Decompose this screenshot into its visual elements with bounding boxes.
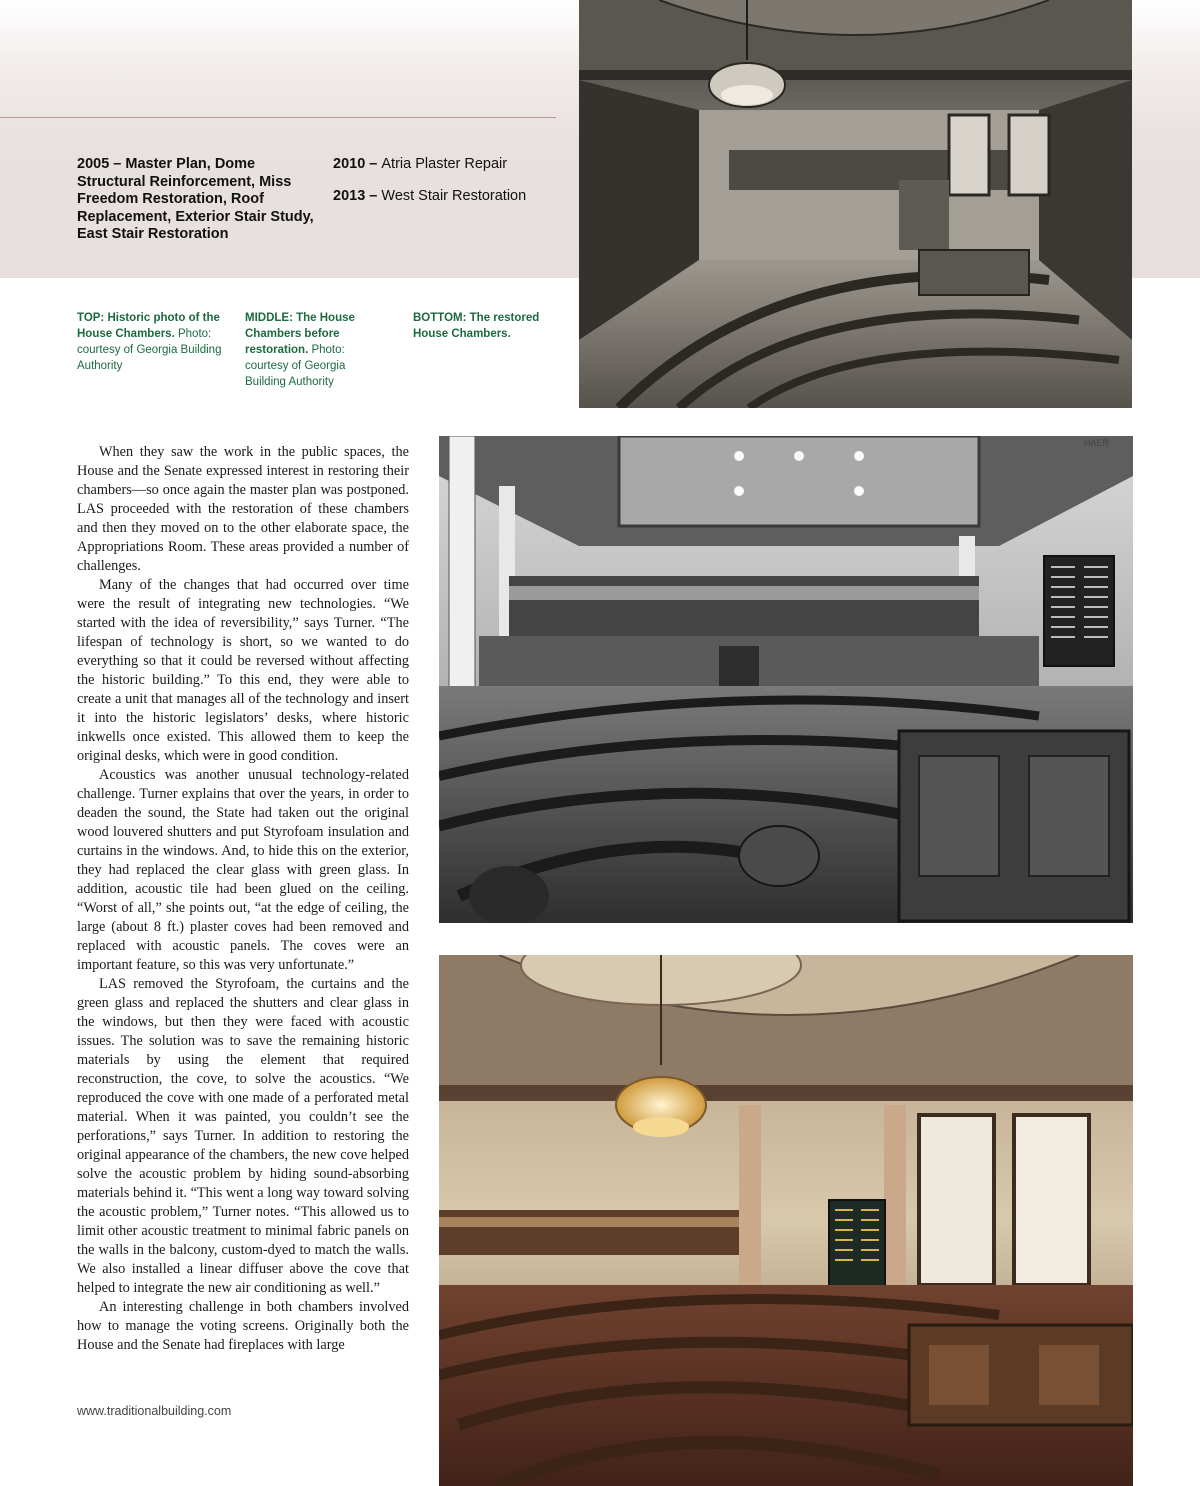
timeline-year: 2005 xyxy=(77,156,110,172)
header-rule xyxy=(0,117,556,118)
timeline-entry xyxy=(333,156,563,174)
timeline-entry xyxy=(333,188,563,206)
timeline-year: 2010 xyxy=(333,156,366,172)
caption-bottom xyxy=(413,310,558,342)
photo-chamber-before-restoration xyxy=(439,436,1133,923)
photo-watermark: HAER xyxy=(1084,438,1110,448)
caption-middle-credit: Photo: courtesy of Georgia Building Authority xyxy=(245,344,346,388)
timeline-entry xyxy=(77,156,322,244)
caption-middle xyxy=(245,310,385,390)
timeline-separator: – xyxy=(365,156,382,172)
timeline-separator: – xyxy=(365,187,382,204)
timeline-text: Master Plan, Dome Structural Reinforcement, Miss Freedom Restoration, Roof Replacement, Exterior Stair Study, East Stair Restoration xyxy=(77,156,314,242)
timeline-text: West Stair Restoration xyxy=(381,187,527,204)
article-paragraph: When they saw the work in the public spaces, the House and the Senate expressed interest in restoring their chambers—so once again the master plan was postponed. LAS proceeded with the restoration of these chambers and then they moved on to the other elaborate space, the Appropriations Room. These areas provided a number of challenges. xyxy=(77,444,409,574)
photo-historic-chamber xyxy=(579,0,1132,408)
timeline-year: 2013 xyxy=(333,187,366,204)
photo-chamber-restored xyxy=(439,955,1133,1486)
timeline-text: Atria Plaster Repair xyxy=(381,156,508,172)
caption-top xyxy=(77,310,225,374)
timeline-column-right xyxy=(333,156,563,219)
article-paragraph: An interesting challenge in both chambers involved how to manage the voting screens. Originally both the House and the Senate had fireplaces with large xyxy=(77,1299,409,1353)
timeline-column-left xyxy=(77,156,322,258)
caption-bottom-title: BOTTOM: The restored House Chambers. xyxy=(413,312,540,340)
article-paragraph: Acoustics was another unusual technology-related challenge. Turner explains that over the years, in order to deaden the sound, the State had taken out the original wood louvered shutters and put Styrofoam insulation and curtains in the windows. And, to hide this on the exterior, they had replaced the clear glass with green glass. In addition, acoustic tile had been glued on the ceiling. “Worst of all,” she points out, “at the edge of ceiling, the large (about 8 ft.) plaster coves had been removed and replaced with acoustic panels. The coves were an important feature, so this was very unfortunate.” xyxy=(77,767,409,973)
timeline-separator: – xyxy=(109,156,126,172)
caption-top-credit: Photo: courtesy of Georgia Building Authority xyxy=(77,328,222,372)
caption-middle-title: MIDDLE: The House Chambers before restoration. xyxy=(245,312,355,356)
article-paragraph: Many of the changes that had occurred over time were the result of integrating new technologies. “We started with the idea of reversibility,” says Turner. “The lifespan of technology is short, so we wanted to do everything so that it could be reversed without affecting the historic building.” To this end, they were able to create a unit that manages all of the technology and insert it into the historic legislators’ desks, where historic inkwells once existed. This allowed them to keep the original desks, which were in good condition. xyxy=(77,577,409,764)
footer-url: www.traditionalbuilding.com xyxy=(77,1404,232,1418)
article-paragraph: LAS removed the Styrofoam, the curtains and the green glass and replaced the shutters and clear glass in the windows, but then they were faced with acoustic issues. The solution was to save the remaining historic materials by using the element that required reconstruction, the cove, to solve the acoustics. “We reproduced the cove with one made of a perforated metal material. When it was painted, you couldn’t see the perforations,” says Turner. In addition to restoring the original appearance of the chambers, the new cove helped solve the acoustic problem by hiding sound-absorbing materials behind it. “This went a long way toward solving the acoustic problem,” Turner notes. “This allowed us to limit other acoustic treatment to minimal fabric panels on the walls in the balcony, custom-dyed to match the walls. We also installed a linear diffuser above the cove that helped to integrate the new air conditioning as well.” xyxy=(77,976,409,1296)
caption-top-title: TOP: Historic photo of the House Chambers. xyxy=(77,312,220,340)
article-body xyxy=(77,443,409,1355)
